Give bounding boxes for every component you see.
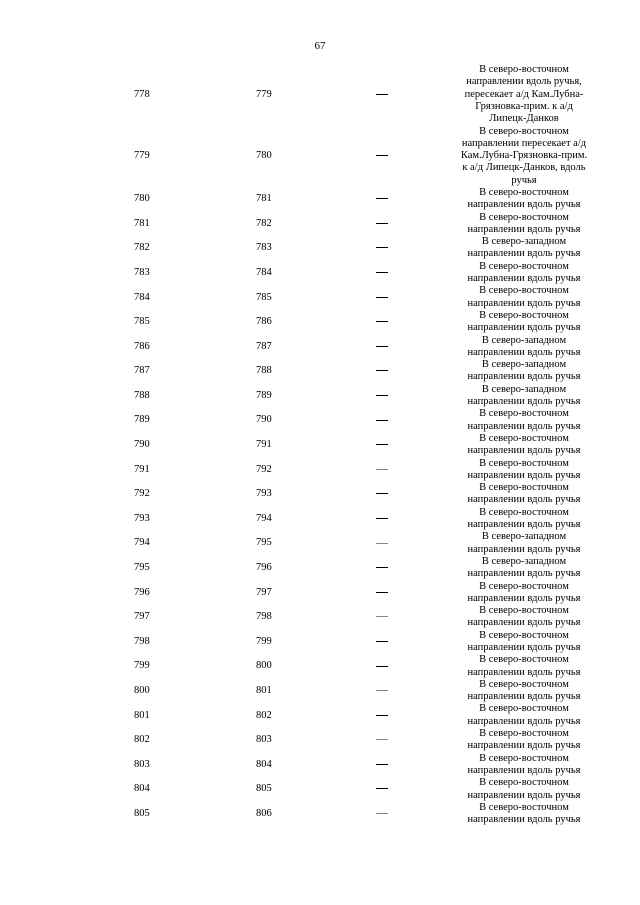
dash-mark [376,518,388,519]
point-from: 791 [134,463,150,475]
description-line: направлении вдоль ручья [467,789,581,801]
description-line: В северо-восточном [479,187,569,198]
dash-cell [366,562,398,574]
dash-mark [376,469,388,470]
dash-mark [376,155,388,156]
description-line: направлении вдоль ручья [467,740,581,752]
description-line: направлении вдоль ручья [467,641,581,653]
description-line: В северо-восточном [479,260,569,272]
table-row [0,126,640,188]
description-line: направлении вдоль ручья [467,297,581,309]
description-line: В северо-восточном [479,801,569,813]
table-row [0,531,640,556]
description-line: Кам.Лубна-Грязновка-прим. [460,150,588,162]
table-row [0,507,640,532]
dash-mark [376,666,388,667]
dash-cell [366,783,398,795]
description-line: направлении пересекает а/д [461,137,587,149]
description-cell [460,556,588,581]
point-from: 800 [134,685,150,697]
table-row [0,408,640,433]
dash-cell [366,537,398,549]
description-cell [460,531,588,556]
table-row [0,802,640,827]
table-row [0,261,640,286]
dash-cell [366,150,398,162]
point-to: 802 [256,709,272,721]
description-line: направлении вдоль ручья [467,543,581,555]
description-line: направлении вдоль ручья [467,666,581,678]
dash-mark [376,616,388,617]
point-to: 781 [256,193,272,205]
description-line: направлении вдоль ручья [467,199,581,211]
description-cell [460,335,588,360]
point-from: 785 [134,316,150,328]
point-from: 790 [134,439,150,451]
dash-mark [376,764,388,765]
point-to: 789 [256,389,272,401]
description-line: В северо-восточном [479,654,569,666]
dash-mark [376,739,388,740]
description-cell [460,261,588,286]
description-line: В северо-восточном [479,777,569,789]
description-line: направлении вдоль ручья [467,519,581,531]
table-row [0,310,640,335]
table-row [0,630,640,655]
dash-mark [376,641,388,642]
description-line: В северо-восточном [479,703,569,715]
point-from: 779 [134,150,150,162]
point-from: 783 [134,266,150,278]
description-line: В северо-восточном [479,629,569,641]
description-line: направлении вдоль ручья [467,494,581,506]
description-line: Грязновка-прим. к а/д [475,100,573,112]
description-line: направлении вдоль ручья [467,691,581,703]
description-cell [460,310,588,335]
point-from: 786 [134,340,150,352]
table-row [0,384,640,409]
description-line: ручья [511,174,537,186]
dash-cell [366,439,398,451]
table-row [0,64,640,126]
description-cell [460,605,588,630]
point-to: 788 [256,365,272,377]
dash-cell [366,218,398,230]
dash-mark [376,94,388,95]
dash-mark [376,715,388,716]
dash-mark [376,592,388,593]
point-from: 794 [134,537,150,549]
point-to: 805 [256,783,272,795]
dash-mark [376,297,388,298]
description-line: направлении вдоль ручья [467,617,581,629]
description-line: направлении вдоль ручья [467,814,581,826]
dash-mark [376,690,388,691]
description-line: направлении вдоль ручья [467,568,581,580]
dash-cell [366,316,398,328]
point-to: 806 [256,807,272,819]
dash-mark [376,493,388,494]
dash-cell [366,710,398,722]
point-to: 796 [256,562,272,574]
description-line: направлении вдоль ручья [467,371,581,383]
point-from: 781 [134,217,150,229]
dash-mark [376,395,388,396]
dash-mark [376,444,388,445]
point-to: 791 [256,439,272,451]
description-cell [460,212,588,237]
dash-mark [376,813,388,814]
description-line: направлении вдоль ручья [467,346,581,358]
table-row [0,187,640,212]
description-line: В северо-восточном [479,432,569,444]
point-to: 786 [256,316,272,328]
description-cell [460,654,588,679]
description-line: В северо-западном [481,334,567,346]
dash-mark [376,788,388,789]
description-cell [460,126,588,187]
table-row [0,236,640,261]
point-to: 787 [256,340,272,352]
description-line: направлении вдоль ручья [467,273,581,285]
point-to: 780 [256,150,272,162]
point-from: 799 [134,660,150,672]
point-from: 778 [134,88,150,100]
description-line: В северо-восточном [479,457,569,469]
point-to: 790 [256,414,272,426]
dash-cell [366,759,398,771]
point-from: 788 [134,389,150,401]
description-cell [460,802,588,827]
description-line: направлении вдоль ручья [467,469,581,481]
description-line: пересекает а/д Кам.Лубна- [464,88,584,100]
description-line: направлении вдоль ручья [467,764,581,776]
description-cell [460,581,588,606]
table-row [0,581,640,606]
dash-cell [366,685,398,697]
description-cell [460,458,588,483]
dash-mark [376,346,388,347]
point-to: 799 [256,635,272,647]
description-line: В северо-западном [481,359,567,371]
dash-cell [366,734,398,746]
description-cell [460,359,588,384]
point-to: 800 [256,660,272,672]
point-from: 797 [134,611,150,623]
dash-cell [366,341,398,353]
dash-cell [366,365,398,377]
point-to: 779 [256,88,272,100]
description-line: направлении вдоль ручья [467,445,581,457]
point-from: 792 [134,488,150,500]
table-row [0,654,640,679]
point-to: 785 [256,291,272,303]
point-from: 793 [134,512,150,524]
point-to: 795 [256,537,272,549]
dash-cell [366,267,398,279]
description-line: В северо-восточном [479,728,569,740]
description-line: В северо-восточном [479,309,569,321]
point-from: 803 [134,758,150,770]
point-to: 794 [256,512,272,524]
description-line: направлении вдоль ручья [467,420,581,432]
table-row [0,285,640,310]
point-from: 798 [134,635,150,647]
point-to: 793 [256,488,272,500]
table-row [0,728,640,753]
table-row [0,335,640,360]
table-row [0,212,640,237]
point-from: 795 [134,562,150,574]
table-row [0,482,640,507]
description-line: Липецк-Данков [489,113,559,125]
description-line: направлении вдоль ручья [467,322,581,334]
description-line: направлении вдоль ручья [467,248,581,260]
dash-cell [366,587,398,599]
description-line: к а/д Липецк-Данков, вдоль [462,162,586,174]
point-to: 797 [256,586,272,598]
description-cell [460,285,588,310]
point-from: 789 [134,414,150,426]
point-to: 783 [256,242,272,254]
point-to: 792 [256,463,272,475]
dash-cell [366,808,398,820]
table-row [0,777,640,802]
dash-mark [376,567,388,568]
dash-cell [366,390,398,402]
point-from: 787 [134,365,150,377]
point-to: 801 [256,685,272,697]
table-row [0,703,640,728]
description-cell [460,679,588,704]
description-line: В северо-восточном [479,211,569,223]
description-cell [460,703,588,728]
point-to: 804 [256,758,272,770]
description-cell [460,236,588,261]
dash-cell [366,636,398,648]
dash-cell [366,488,398,500]
dash-cell [366,292,398,304]
description-cell [460,433,588,458]
point-from: 784 [134,291,150,303]
description-line: В северо-восточном [479,678,569,690]
dash-mark [376,543,388,544]
page-number: 67 [314,40,326,52]
dash-mark [376,247,388,248]
description-line: направлении вдоль ручья [467,715,581,727]
description-cell [460,384,588,409]
description-line: направлении вдоль ручья, [466,76,582,88]
dash-mark [376,272,388,273]
dash-mark [376,321,388,322]
dash-cell [366,513,398,525]
point-from: 796 [134,586,150,598]
dash-cell [366,611,398,623]
description-line: В северо-западном [481,383,567,395]
table-row [0,605,640,630]
description-cell [460,777,588,802]
description-cell [460,64,588,125]
description-line: В северо-восточном [479,605,569,617]
point-from: 782 [134,242,150,254]
dash-mark [376,420,388,421]
table-row [0,679,640,704]
dash-mark [376,198,388,199]
description-line: В северо-западном [481,236,567,248]
description-cell [460,187,588,212]
table-row [0,433,640,458]
dash-cell [366,193,398,205]
point-from: 805 [134,807,150,819]
boundary-points-table [0,64,640,826]
dash-cell [366,660,398,672]
description-line: В северо-восточном [479,752,569,764]
dash-mark [376,223,388,224]
description-line: В северо-восточном [479,408,569,420]
point-from: 780 [134,193,150,205]
dash-cell [366,414,398,426]
dash-cell [366,464,398,476]
description-line: В северо-восточном [479,506,569,518]
description-line: В северо-восточном [479,285,569,297]
description-line: направлении вдоль ручья [467,223,581,235]
dash-cell [366,242,398,254]
point-to: 798 [256,611,272,623]
description-cell [460,630,588,655]
description-line: направлении вдоль ручья [467,396,581,408]
point-to: 782 [256,217,272,229]
point-from: 804 [134,783,150,795]
table-row [0,556,640,581]
table-row [0,753,640,778]
description-cell [460,408,588,433]
description-line: В северо-восточном [479,580,569,592]
description-line: В северо-восточном [479,482,569,494]
description-line: В северо-западном [481,531,567,543]
description-line: В северо-западном [481,555,567,567]
point-from: 802 [134,734,150,746]
description-line: В северо-восточном [479,125,569,137]
point-from: 801 [134,709,150,721]
description-cell [460,482,588,507]
dash-mark [376,370,388,371]
description-cell [460,728,588,753]
point-to: 784 [256,266,272,278]
description-line: направлении вдоль ручья [467,592,581,604]
table-row [0,458,640,483]
table-row [0,359,640,384]
description-line: В северо-восточном [479,64,569,75]
point-to: 803 [256,734,272,746]
dash-cell [366,89,398,101]
description-cell [460,507,588,532]
description-cell [460,753,588,778]
